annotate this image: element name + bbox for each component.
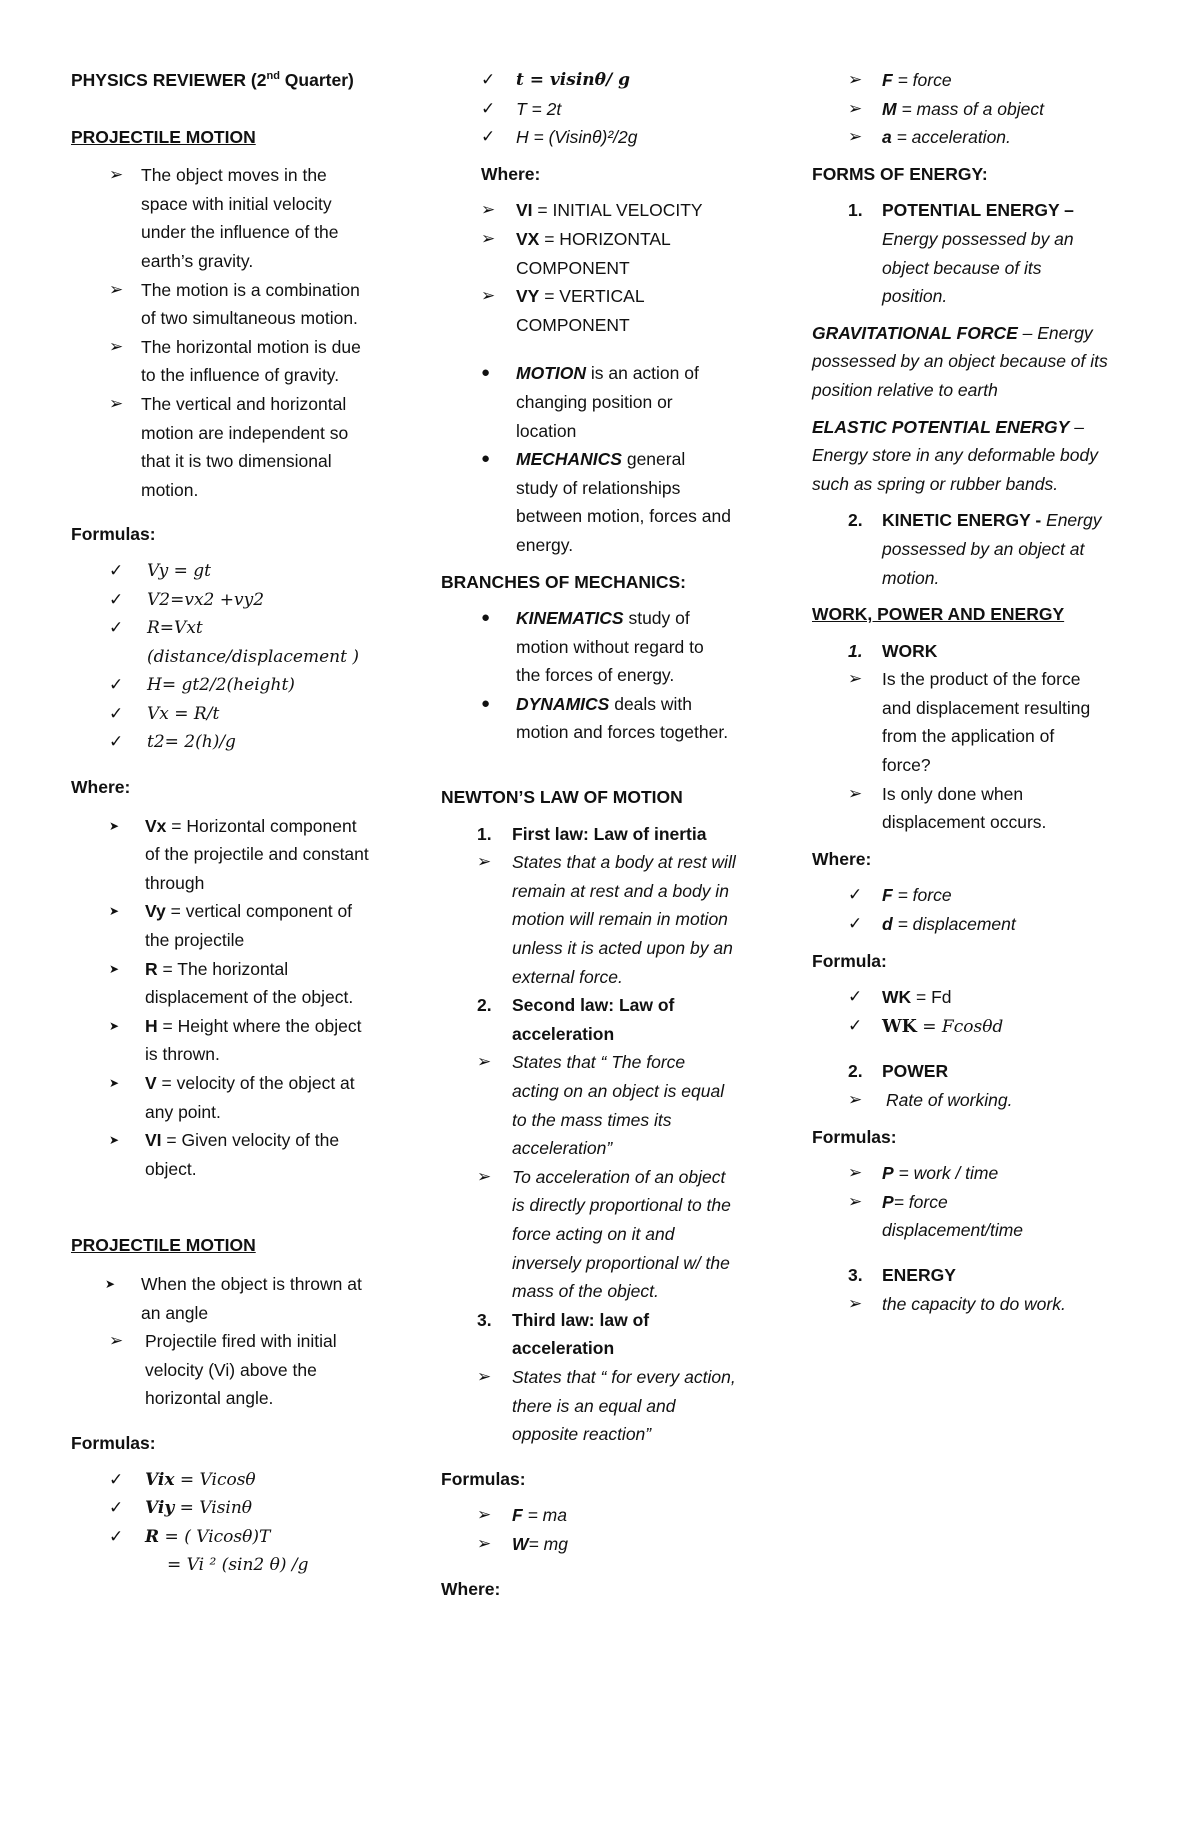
formula-item (812, 1012, 1142, 1042)
topic-title (812, 1261, 1142, 1290)
formula-lhs: W (512, 1533, 529, 1554)
section-heading: PROJECTILE MOTION (71, 126, 256, 147)
arrow-bullet-icon: ➢ (481, 228, 496, 248)
arrow-bullet-icon: ➢ (481, 286, 496, 306)
topic-title-text: POWER (882, 1061, 949, 1082)
formula-item (71, 1466, 371, 1495)
formula-lhs: WK (882, 987, 912, 1008)
section-heading: WORK, POWER AND ENERGY (812, 604, 1065, 625)
check-icon: ✓ (109, 1469, 124, 1490)
formula-item (71, 557, 371, 586)
definition-text: = force (892, 885, 952, 906)
formula-item (71, 614, 377, 671)
definition-item (71, 1126, 371, 1183)
list-item (71, 161, 371, 275)
list-item-text: The motion is a combination of two simultaneous motion. (141, 279, 360, 329)
arrow-bullet-icon: ➢ (848, 1163, 863, 1183)
formula-text: T = 2t (516, 98, 562, 119)
check-icon: ✓ (109, 560, 124, 581)
arrow-bullet-icon: ➢ (109, 393, 124, 413)
list-number: 2. (848, 510, 863, 531)
check-icon: ✓ (848, 1015, 863, 1035)
energy-description: Energy possessed by an object because of its position. (882, 228, 1074, 307)
list-item-text: the capacity to do work. (882, 1293, 1066, 1314)
formula-item (71, 700, 371, 729)
definition-term: F (882, 885, 893, 906)
arrow-bullet-icon: ➢ (109, 336, 124, 356)
energy-type (812, 196, 1102, 310)
list-item-text: The object moves in the space with initial velocity under the influence of the earth’s gravity. (141, 165, 339, 271)
list-item (441, 848, 742, 991)
arrow-bullet-icon: ➢ (848, 70, 863, 89)
document-title (71, 66, 371, 95)
list-item-text: Is only done when displacement occurs. (882, 783, 1047, 833)
arrow-bullet-icon: ➢ (848, 1293, 863, 1313)
check-icon: ✓ (848, 914, 863, 934)
list-number: 3. (848, 1264, 863, 1285)
formula-lhs: Viy (145, 1498, 175, 1519)
list-item-text: Projectile fired with initial velocity (Vi) above the horizontal angle. (145, 1331, 337, 1409)
list-item (441, 1363, 742, 1449)
definition-term: a (882, 127, 892, 148)
elastic-paragraph (812, 413, 1102, 499)
list-item-text: States that a body at rest will remain at rest and a body in motion will remain in motion unless it is acted upon by an external force. (512, 852, 736, 987)
formula-item (441, 66, 751, 95)
formula-rhs: = Fcosθd (916, 1016, 1004, 1037)
topic-title-text: ENERGY (882, 1264, 956, 1285)
definition-text: = HORIZONTAL COMPONENT (516, 228, 671, 278)
definition-text: = velocity of the object at any point. (145, 1073, 355, 1122)
title-superscript: nd (266, 70, 280, 82)
definition-item (812, 910, 1142, 939)
arrow-bullet-icon: ➢ (848, 783, 863, 803)
definition-text: = Height where the object is thrown. (145, 1015, 362, 1065)
law-title-text: Third law: law of acceleration (512, 1309, 650, 1359)
formula-text: Vy = gt (147, 560, 211, 581)
list-item (812, 1086, 1142, 1115)
arrow-bullet-icon: ➤ (109, 904, 120, 919)
forms-heading: FORMS OF ENERGY: (812, 163, 988, 184)
check-icon: ✓ (848, 987, 863, 1007)
arrow-bullet-icon: ➤ (105, 1276, 116, 1291)
list-item (441, 445, 731, 559)
check-icon: ✓ (109, 732, 124, 753)
list-item (812, 665, 1097, 779)
where-label: Where: (71, 777, 131, 798)
formula-lhs: R (145, 1526, 160, 1547)
arrow-bullet-icon: ➤ (109, 1018, 120, 1033)
definition-text: – Energy possessed by an object because of its position relative to earth (812, 322, 1108, 400)
definition-item (71, 812, 371, 898)
list-item-text: States that “ for every action, there is an equal and opposite reaction” (512, 1366, 736, 1445)
arrow-bullet-icon: ➢ (477, 1366, 492, 1386)
definition-term: VY (516, 286, 540, 307)
formula-item (812, 1188, 1082, 1245)
list-item-text: The horizontal motion is due to the influence of gravity. (141, 336, 361, 386)
list-item (71, 1270, 371, 1327)
arrow-bullet-icon: ➢ (848, 127, 863, 147)
check-icon: ✓ (109, 703, 124, 724)
arrow-bullet-icon: ➢ (848, 98, 863, 118)
column-1 (71, 66, 371, 1580)
title-text-end: Quarter) (279, 70, 354, 90)
list-number: 2. (477, 995, 492, 1016)
formula-item (71, 1494, 371, 1523)
formula-rhs: = Vicosθ (174, 1469, 256, 1490)
arrow-bullet-icon: ➢ (109, 1331, 124, 1351)
definition-text: = The horizontal displacement of the object. (145, 958, 354, 1008)
arrow-bullet-icon: ➢ (848, 669, 863, 689)
list-item (71, 333, 371, 390)
definition-item (812, 66, 1142, 95)
formulas-label: Formulas: (812, 1126, 897, 1147)
definition-text: – Energy store in any deformable body such as spring or rubber bands. (812, 416, 1098, 494)
formula-lhs: WK (882, 1016, 917, 1037)
list-item (71, 1327, 371, 1413)
list-item-text: States that “ The force acting on an object is equal to the mass times its acceleration” (512, 1052, 725, 1159)
title-text: PHYSICS REVIEWER (2 (71, 70, 267, 90)
check-icon: ✓ (109, 675, 124, 696)
arrow-bullet-icon: ➤ (109, 818, 120, 833)
list-item-text: The vertical and horizontal motion are independent so that it is two dimensional motion. (141, 393, 349, 500)
list-number: 3. (477, 1309, 492, 1330)
energy-title: POTENTIAL ENERGY – (882, 200, 1074, 221)
formula-text: H= gt2/2(height) (147, 675, 295, 696)
definition-term: H (145, 1015, 158, 1036)
dot-bullet-icon: ● (481, 450, 491, 468)
law-title-text: First law: Law of inertia (512, 823, 707, 844)
formula-item (71, 728, 371, 757)
list-number: 1. (477, 823, 492, 844)
definition-text: = mass of a object (896, 98, 1044, 119)
dot-bullet-icon: ● (481, 694, 491, 712)
definition-term: KINEMATICS (516, 608, 624, 629)
list-item-text: Is the product of the force and displacement resulting from the application of force? (882, 669, 1091, 776)
definition-term: VX (516, 228, 540, 249)
definition-item (441, 225, 706, 282)
law-title (441, 1306, 702, 1363)
energy-title: KINETIC ENERGY - (882, 510, 1042, 531)
list-item (812, 780, 1097, 837)
formula-text: R=Vxt (distance/displacement ) (147, 618, 359, 667)
formula-item (71, 1523, 371, 1552)
definition-item (812, 881, 1142, 910)
definition-text: = displacement (892, 914, 1016, 935)
arrow-bullet-icon: ➤ (109, 961, 120, 976)
formula-text: t2= 2(h)/g (147, 732, 236, 753)
definition-item (71, 1012, 371, 1069)
definition-item (71, 1069, 371, 1126)
where-label: Where: (481, 163, 541, 184)
formula-continuation (71, 1551, 371, 1580)
definition-text: general study of relationships between motion, forces and energy. (516, 449, 731, 555)
definition-term: V (145, 1073, 157, 1093)
dot-bullet-icon: ● (481, 364, 491, 382)
law-title-text: Second law: Law of acceleration (512, 995, 675, 1044)
arrow-bullet-icon: ➢ (481, 200, 496, 220)
definition-item (441, 282, 706, 339)
formula-item (812, 1159, 1142, 1188)
definition-term: GRAVITATIONAL FORCE (812, 322, 1018, 343)
definition-text: = acceleration. (891, 127, 1011, 148)
definition-text: is an action of changing position or location (516, 363, 699, 441)
list-item (441, 1163, 742, 1306)
list-item (71, 276, 371, 333)
list-item (441, 359, 731, 445)
law-title (441, 991, 702, 1048)
definition-term: ELASTIC POTENTIAL ENERGY (812, 416, 1070, 437)
definition-item (812, 123, 1142, 152)
definition-term: MECHANICS (516, 449, 622, 470)
formula-rhs: = mg (528, 1533, 568, 1554)
arrow-bullet-icon: ➢ (477, 1166, 492, 1186)
arrow-bullet-icon: ➢ (848, 1191, 863, 1211)
check-icon: ✓ (481, 98, 496, 118)
gravitational-paragraph (812, 319, 1127, 405)
formula-text: H = (Visinθ)²/2g (516, 127, 638, 148)
formula-text: V2=vx2 +vy2 (147, 589, 265, 610)
energy-description: Energy possessed by an object at motion. (882, 510, 1102, 588)
arrow-bullet-icon: ➢ (109, 279, 124, 299)
definition-text: study of motion without regard to the forces of energy. (516, 608, 704, 686)
definition-item (71, 955, 371, 1012)
list-item-text: When the object is thrown at an angle (141, 1273, 362, 1323)
where-label: Where: (812, 848, 872, 869)
definition-text: deals with motion and forces together. (516, 693, 729, 743)
definition-text: = force (892, 70, 952, 90)
check-icon: ✓ (481, 127, 496, 147)
formulas-label: Formulas: (441, 1468, 526, 1489)
check-icon: ✓ (109, 589, 124, 610)
definition-term: F (882, 70, 893, 90)
definition-term: MOTION (516, 363, 586, 384)
formula-item (441, 1501, 751, 1530)
formulas-label: Formulas: (71, 1432, 156, 1453)
topic-title (812, 1057, 1142, 1086)
definition-text: = VERTICAL COMPONENT (516, 286, 644, 335)
formula-rhs: = ma (522, 1505, 567, 1526)
list-item-text: To acceleration of an object is directly proportional to the force acting on it and inversely proportional w/ the mass of the object. (512, 1166, 731, 1302)
column-3 (812, 66, 1142, 1318)
formula-item (441, 95, 751, 124)
arrow-bullet-icon: ➢ (477, 852, 492, 872)
definition-term: DYNAMICS (516, 693, 610, 714)
branches-heading: BRANCHES OF MECHANICS: (441, 571, 686, 592)
section-heading: PROJECTILE MOTION (71, 1235, 256, 1256)
formula-text: = Vi ² (sin2 θ) /g (167, 1555, 309, 1576)
formula-lhs: Vix (145, 1469, 175, 1490)
formula-text: t = visinθ/ g (516, 70, 631, 90)
arrow-bullet-icon: ➤ (109, 1133, 120, 1148)
list-number: 1. (848, 200, 863, 221)
check-icon: ✓ (109, 1498, 124, 1519)
list-item (441, 690, 731, 747)
definition-text: = INITIAL VELOCITY (532, 200, 703, 221)
dot-bullet-icon: ● (481, 609, 491, 627)
where-label: Where: (441, 1578, 501, 1599)
definition-text: = Given velocity of the object. (145, 1130, 340, 1179)
formula-lhs: F (512, 1505, 523, 1526)
definition-term: Vx (145, 815, 167, 836)
check-icon: ✓ (481, 70, 496, 90)
list-item (441, 604, 731, 690)
newton-heading: NEWTON’S LAW OF MOTION (441, 787, 683, 808)
energy-type (812, 506, 1102, 592)
list-item-text: Rate of working. (886, 1090, 1013, 1110)
formula-item (812, 983, 1142, 1012)
list-item (71, 390, 371, 504)
list-item (441, 1048, 727, 1162)
definition-text: = vertical component of the projectile (145, 901, 353, 951)
definition-item (812, 95, 1142, 124)
check-icon: ✓ (109, 1526, 124, 1547)
definition-item (441, 196, 751, 225)
list-item (812, 1290, 1142, 1319)
formula-lhs: P (882, 1163, 894, 1184)
formula-label: Formula: (812, 950, 887, 971)
formula-item (441, 1530, 751, 1559)
topic-title (812, 637, 1142, 666)
definition-term: R (145, 958, 158, 979)
formula-rhs: = Fd (911, 987, 952, 1008)
arrow-bullet-icon: ➢ (848, 1090, 863, 1109)
list-number: 1. (848, 640, 863, 661)
law-title (441, 820, 751, 849)
formula-item (441, 123, 751, 152)
definition-term: M (882, 98, 897, 119)
definition-term: VI (516, 200, 533, 221)
definition-term: Vy (145, 901, 166, 922)
formulas-label: Formulas: (71, 524, 156, 545)
formula-text: Vx = R/t (147, 703, 220, 724)
definition-term: d (882, 914, 893, 935)
definition-text: = Horizontal component of the projectile and constant through (145, 815, 369, 893)
formula-rhs: = force displacement/time (882, 1191, 1024, 1241)
arrow-bullet-icon: ➤ (109, 1076, 120, 1090)
arrow-bullet-icon: ➢ (477, 1505, 492, 1525)
formula-rhs: = ( Vicosθ)T (159, 1526, 271, 1547)
check-icon: ✓ (109, 618, 124, 639)
formula-rhs: = Visinθ (174, 1498, 253, 1519)
topic-title-text: WORK (882, 640, 938, 661)
definition-term: VI (145, 1130, 162, 1151)
column-2 (441, 66, 751, 1603)
arrow-bullet-icon: ➢ (477, 1533, 492, 1553)
check-icon: ✓ (848, 885, 863, 905)
formula-lhs: P (882, 1191, 894, 1212)
arrow-bullet-icon: ➢ (109, 165, 124, 185)
formula-item (71, 671, 371, 700)
list-number: 2. (848, 1061, 863, 1082)
formula-item (71, 586, 371, 615)
arrow-bullet-icon: ➢ (477, 1052, 492, 1072)
definition-item (71, 897, 371, 954)
formula-rhs: = work / time (893, 1163, 999, 1184)
